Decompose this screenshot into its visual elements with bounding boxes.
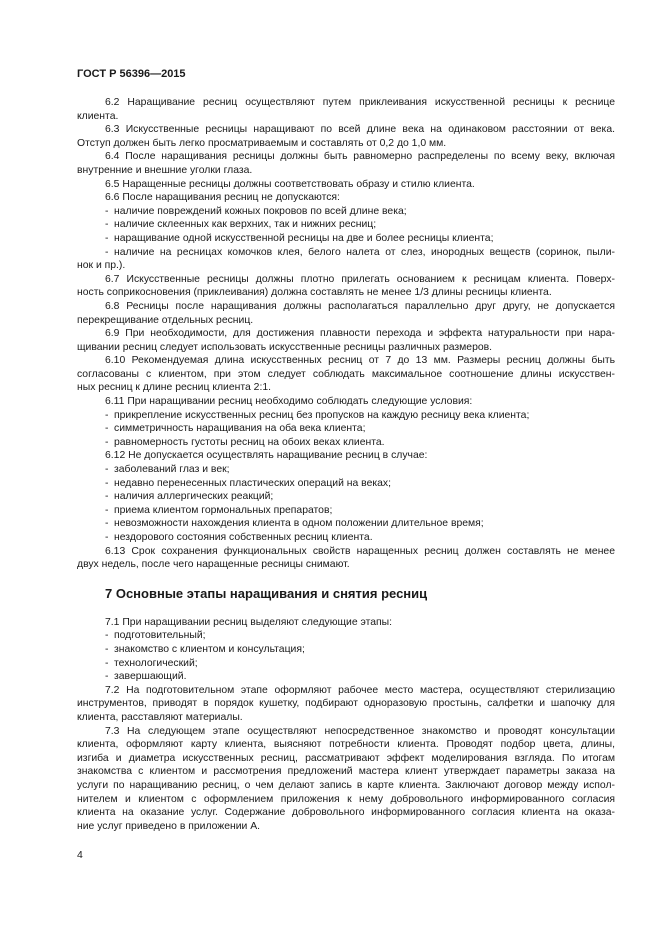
- text-line: [77, 341, 615, 355]
- list-item: [77, 477, 615, 491]
- text-line: [77, 314, 615, 328]
- line-text: подготовительный;: [114, 630, 206, 642]
- document-header: ГОСТ Р 56396—2015: [77, 68, 186, 80]
- line-text: 6.2 Наращивание ресниц осуществляют путем приклеивания искусственной ресницы к реснице: [105, 97, 615, 108]
- line-text: 7 Основные этапы наращивания и снятия ресниц: [105, 585, 428, 601]
- line-text: ных ресниц к длине ресниц клиента 2:1.: [77, 382, 272, 394]
- text-line: [77, 164, 615, 178]
- text-line: [77, 273, 615, 287]
- list-item: [77, 436, 615, 450]
- line-text: 7.2 На подготовительном этапе оформляют рабочее место мастера, осуществляют стерилизацию: [105, 684, 615, 696]
- list-item: [77, 409, 615, 423]
- text-line: [77, 752, 615, 766]
- line-text: клиента, расставляют материалы.: [77, 711, 243, 723]
- line-text: перекрещивание отдельных ресниц.: [77, 314, 254, 326]
- line-text: наличие склеенных как верхних, так и нижних ресниц;: [114, 219, 377, 231]
- line-text: клиента, оформляют карту клиента, выясняют потребности клиента. Проводят подбор цвета, длины,: [77, 739, 615, 751]
- line-text: 6.12 Не допускается осуществлять наращивание ресниц в случае:: [105, 450, 428, 462]
- text-line: [77, 178, 615, 192]
- list-dash: -: [105, 657, 109, 669]
- line-text: Отступ должен быть легко просматриваемым и составлять от 0,2 до 1,0 мм.: [77, 137, 447, 149]
- text-line: [77, 765, 615, 779]
- text-line: [77, 697, 615, 711]
- list-item: [77, 246, 615, 260]
- line-text: 6.13 Срок сохранения функциональных свойств наращенных ресниц должен составлять не менее: [105, 545, 615, 557]
- text-line: [77, 711, 615, 725]
- text-line: [77, 150, 615, 164]
- text-line: [77, 96, 615, 110]
- line-text: технологический;: [114, 657, 198, 669]
- page-number: 4: [77, 850, 83, 861]
- document-body: [77, 96, 615, 833]
- line-text: завершающий.: [114, 671, 187, 683]
- line-text: 6.5 Наращенные ресницы должны соответствовать образу и стилю клиента.: [105, 178, 475, 190]
- text-line: [77, 123, 615, 137]
- line-text: наличие повреждений кожных покровов по всей длине века;: [114, 205, 407, 217]
- line-text: щивании ресниц следует использовать искусственные ресницы различных размеров.: [77, 341, 493, 353]
- line-text: изгиба и диаметра искусственных ресниц, рассматривают эффект моделирования взгляда. По итогам: [77, 752, 615, 764]
- list-dash: -: [105, 630, 109, 642]
- list-dash: -: [105, 491, 109, 503]
- line-text: двух недель, после чего наращенные ресницы снимают.: [77, 559, 350, 571]
- line-text: наличие на ресницах комочков клея, белого налета от слез, инородных веществ (соринок, пыли-: [114, 246, 615, 258]
- list-item: [77, 218, 615, 232]
- list-item: [77, 422, 615, 436]
- line-text: 6.10 Рекомендуемая длина искусственных ресниц от 7 до 13 мм. Размеры ресниц должны быть: [105, 355, 615, 367]
- line-text: 6.4 После наращивания ресницы должны быть равномерно распределены по всему веку, включая: [105, 151, 615, 163]
- list-dash: -: [105, 643, 109, 655]
- list-dash: -: [105, 532, 109, 543]
- line-text: ние услуг приведено в приложении А.: [77, 820, 261, 832]
- line-text: невозможности нахождения клиента в одном положении длительное время;: [114, 518, 484, 530]
- text-line: [77, 449, 615, 463]
- line-text: прикрепление искусственных ресниц без пропусков на каждую ресницу века клиента;: [114, 409, 530, 421]
- list-item: [77, 490, 615, 504]
- text-line: [77, 558, 615, 572]
- text-line: [77, 684, 615, 698]
- list-dash: -: [105, 671, 109, 683]
- line-text: клиента на оказание услуг. Содержание добровольного информированного согласия клиента на оказа-: [77, 807, 615, 819]
- line-text: 6.8 Ресницы после наращивания должны располагаться параллельно друг другу, не допускается: [105, 300, 615, 312]
- line-text: инструментов, приводят в порядок кушетку, подбирают одноразовую простынь, салфетки и шапочку для: [77, 698, 615, 710]
- list-dash: -: [105, 232, 109, 244]
- line-text: клиента.: [77, 110, 119, 122]
- line-text: симметричность наращивания на оба века клиента;: [114, 423, 366, 435]
- list-dash: -: [105, 436, 109, 448]
- text-line: [77, 191, 615, 205]
- list-dash: -: [105, 409, 109, 421]
- line-text: нителем и клиентом с оформлением приложения к нему добровольного информированного согласия: [77, 793, 615, 805]
- list-item: [77, 517, 615, 531]
- text-line: [77, 300, 615, 314]
- line-text: внутренние и внешние уголки глаза.: [77, 164, 253, 176]
- line-text: наличия аллергических реакций;: [114, 491, 274, 503]
- list-dash: -: [105, 219, 109, 231]
- list-item: [77, 643, 615, 657]
- line-text: наращивание одной искусственной ресницы на две и более ресницы клиента;: [114, 232, 494, 244]
- list-dash: -: [105, 477, 109, 489]
- list-dash: -: [105, 205, 109, 217]
- text-line: [77, 806, 615, 820]
- line-text: приема клиентом гормональных препаратов;: [114, 504, 333, 516]
- list-dash: -: [105, 504, 109, 516]
- line-text: знакомство с клиентом и консультация;: [114, 643, 305, 655]
- line-text: 6.6 После наращивания ресниц не допускаются:: [105, 192, 340, 204]
- text-line: [77, 725, 615, 739]
- text-line: [77, 545, 615, 559]
- line-text: знакомства с клиентом и рассмотрения предложений мастера клиент утверждает параметры заказа на: [77, 766, 615, 778]
- line-text: 6.3 Искусственные ресницы наращивают по всей длине века на одинаковом расстоянии от века.: [105, 124, 615, 136]
- line-text: 6.11 При наращивании ресниц необходимо соблюдать следующие условия:: [105, 396, 473, 408]
- text-line: [77, 354, 615, 368]
- list-item: [77, 504, 615, 518]
- text-line: [77, 327, 615, 341]
- line-text: заболеваний глаз и век;: [114, 464, 230, 476]
- text-line: [77, 110, 615, 124]
- line-text: согласованы с клиентом, при этом следует соблюдать максимальное соотношение длины искусствен-: [77, 368, 615, 380]
- line-text: равномерность густоты ресниц на обоих веках клиента.: [114, 436, 385, 448]
- text-line: [77, 395, 615, 409]
- text-line: [77, 820, 615, 834]
- line-text: 6.9 При необходимости, для достижения плавности перехода и эффекта натуральности при нара-: [105, 328, 615, 340]
- line-text: услуги по наращиванию ресниц, о чем делают запись в карте клиента. Заключают договор между испол-: [77, 779, 615, 791]
- section-heading: [77, 586, 615, 602]
- text-line: [77, 368, 615, 382]
- text-line: [77, 793, 615, 807]
- line-text: 7.3 На следующем этапе осуществляют непосредственное знакомство и проводят консультации: [105, 725, 615, 737]
- line-text: ность соприкосновения (приклеивания) должна составлять не менее 1/3 длины ресницы клиента.: [77, 287, 552, 299]
- list-item: [77, 657, 615, 671]
- list-item: [77, 232, 615, 246]
- line-text: 6.7 Искусственные ресницы должны плотно прилегать основанием к ресницам клиента. Поверх-: [105, 273, 615, 285]
- list-dash: -: [105, 423, 109, 435]
- text-line: [77, 259, 615, 273]
- text-line: [77, 137, 615, 151]
- line-text: нок и пр.).: [77, 260, 126, 272]
- list-dash: -: [105, 464, 109, 476]
- text-line: [77, 381, 615, 395]
- text-line: [77, 738, 615, 752]
- text-line: [77, 616, 615, 630]
- list-item: [77, 670, 615, 684]
- list-item: [77, 205, 615, 219]
- list-item: [77, 531, 615, 545]
- list-dash: -: [105, 518, 109, 530]
- list-item: [77, 463, 615, 477]
- list-dash: -: [105, 246, 109, 258]
- line-text: недавно перенесенных пластических операций на веках;: [114, 477, 391, 489]
- list-item: [77, 629, 615, 643]
- line-text: 7.1 При наращивании ресниц выделяют следующие этапы:: [105, 616, 392, 628]
- line-text: нездорового состояния собственных ресниц клиента.: [114, 532, 373, 543]
- text-line: [77, 779, 615, 793]
- text-line: [77, 286, 615, 300]
